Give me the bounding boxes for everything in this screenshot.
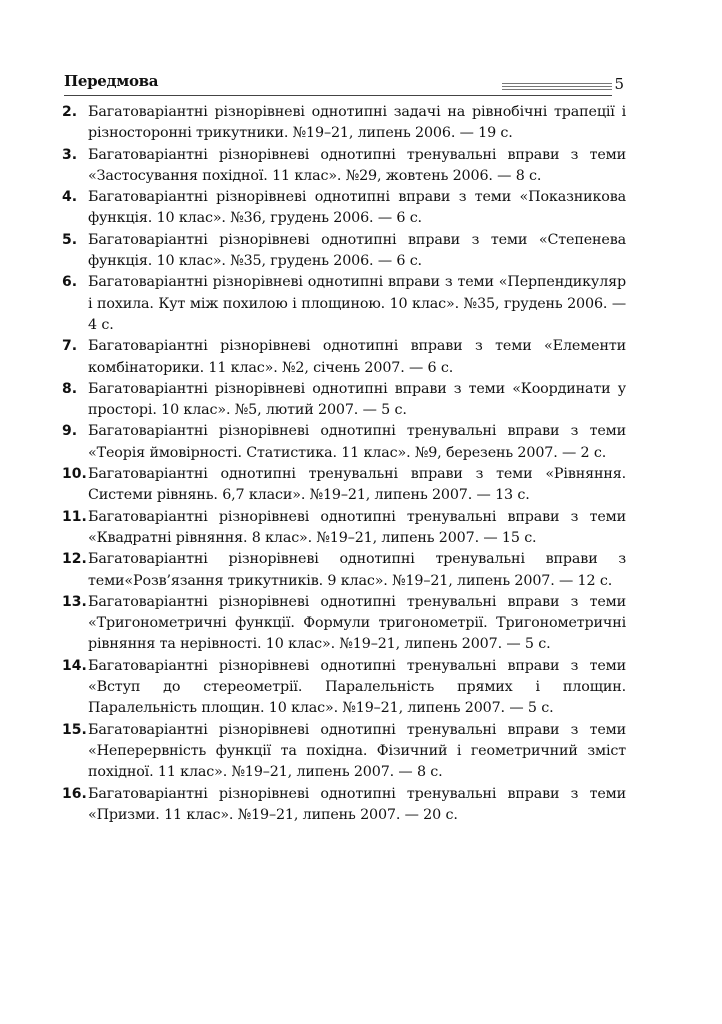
list-item [62,102,626,145]
list-item [62,549,626,592]
item-number: 15. [62,721,87,738]
list-item [62,187,626,230]
list-item [62,272,626,336]
item-number: 5. [62,231,78,248]
page-number: 5 [614,75,624,93]
list-item [62,720,626,784]
item-number: 3. [62,146,78,163]
item-number: 2. [62,104,78,120]
list-item [62,379,626,422]
item-number: 4. [62,189,78,206]
item-text: Багатоваріантні різнорівневі однотипні вправи з теми «Координати у просторі. 10 клас». №5, лютий 2007. — 5 с. [88,380,626,419]
list-item [62,336,626,379]
list-item [62,507,626,550]
item-number: 10. [62,466,87,483]
list-item [62,592,626,656]
running-header [64,72,624,98]
list-item [62,145,626,188]
list-item [62,421,626,464]
item-text: Багатоваріантні різнорівневі однотипні тренувальні вправи з теми«Розв’язання трикутників. 9 клас». №19–21, липень 2007. — 12 с. [88,551,626,589]
item-text: Багатоваріантні різнорівневі однотипні тренувальні вправи з теми «Вступ до стереометрії. Паралельність прямих і площин. Паралельність площин. 10 клас». №19–21, липень 2007. — 5 с. [88,657,626,717]
item-number: 6. [62,274,78,291]
item-text: Багатоваріантні різнорівневі однотипні задачі на рівнобічні трапеції і різносторонні трикутники. №19–21, липень 2006. — 19 с. [88,104,626,142]
list-item [62,464,626,507]
item-text: Багатоваріантні різнорівневі однотипні тренувальні вправи з теми «Застосування похідної. 11 клас». №29, жовтень 2006. — 8 с. [88,146,626,184]
item-text: Багатоваріантні різнорівневі однотипні тренувальні вправи з теми «Тригонометричні функції. Формули тригонометрії. Тригонометричні рівняння та нерівності. 10 клас». №19–21, липень 2007. — 5 с. [88,593,626,653]
item-number: 9. [62,423,78,440]
item-number: 7. [62,338,78,355]
item-number: 11. [62,508,87,525]
header-rule [64,95,612,96]
item-text: Багатоваріантні різнорівневі однотипні тренувальні вправи з теми «Призми. 11 клас». №19–21, липень 2007. — 20 с. [88,785,626,823]
item-text: Багатоваріантні різнорівневі однотипні тренувальні вправи з теми «Неперервність функції та похідна. Фізичний і геометричний зміст похідної. 11 клас». №19–21, липень 2007. — 8 с. [88,721,626,781]
item-number: 8. [62,380,78,397]
list-item [62,784,626,827]
item-text: Багатоваріантні різнорівневі однотипні вправи з теми «Елементи комбінаторики. 11 клас». №2, січень 2007. — 6 с. [88,338,626,376]
publication-list [62,102,626,826]
item-text: Багатоваріантні різнорівневі однотипні тренувальні вправи з теми «Теорія ймовірності. Статистика. 11 клас». №9, березень 2007. — 2 с. [88,423,626,461]
item-number: 16. [62,785,87,802]
item-number: 14. [62,657,87,674]
header-decoration [502,83,612,92]
item-number: 12. [62,551,87,568]
item-text: Багатоваріантні різнорівневі однотипні вправи з теми «Перпендикуляр і похила. Кут між похилою і площиною. 10 клас». №35, грудень 2006. — 4 с. [88,274,626,333]
item-text: Багатоваріантні однотипні тренувальні вправи з теми «Рівняння. Системи рівнянь. 6,7 класи». №19–21, липень 2007. — 13 с. [88,466,626,504]
list-item [62,230,626,273]
item-number: 13. [62,593,87,610]
item-text: Багатоваріантні різнорівневі однотипні тренувальні вправи з теми «Квадратні рівняння. 8 клас». №19–21, липень 2007. — 15 с. [88,508,626,546]
section-title: Передмова [64,72,159,90]
item-text: Багатоваріантні різнорівневі однотипні вправи з теми «Степенева функція. 10 клас». №35, грудень 2006. — 6 с. [88,231,626,270]
item-text: Багатоваріантні різнорівневі однотипні вправи з теми «Показникова функція. 10 клас». №36, грудень 2006. — 6 с. [88,189,626,227]
list-item [62,656,626,720]
